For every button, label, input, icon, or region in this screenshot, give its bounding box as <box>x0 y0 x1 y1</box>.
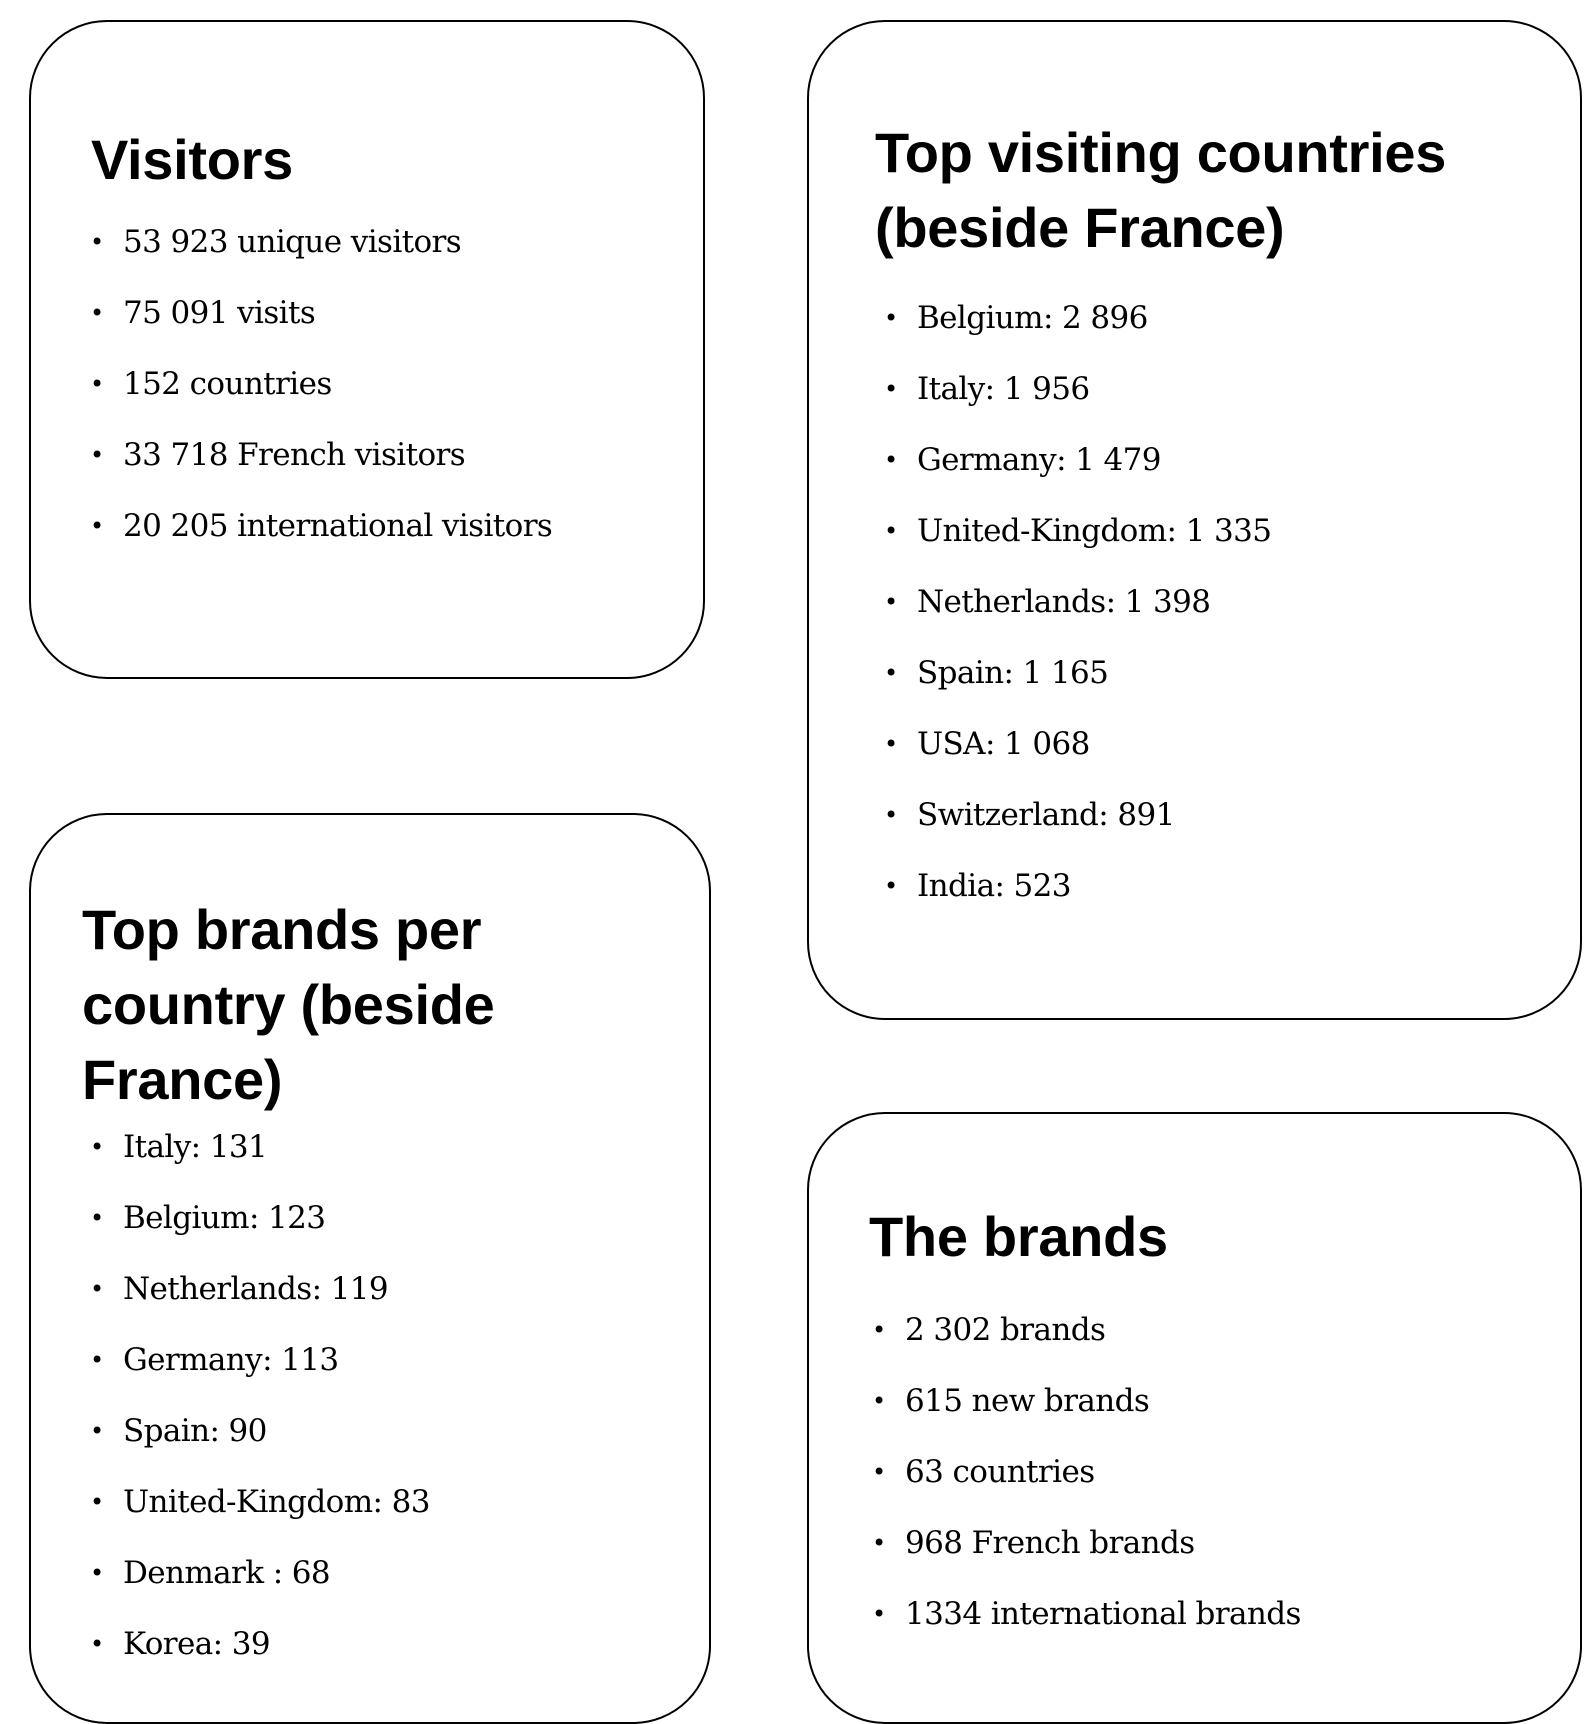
bullet-icon: • <box>884 517 898 545</box>
bullet-icon: • <box>90 1488 104 1516</box>
list-item <box>90 506 553 577</box>
bullet-icon: • <box>90 1133 104 1161</box>
list-item <box>884 511 1272 582</box>
visitors-title: Visitors <box>91 128 293 191</box>
list-item-text: 33 718 French visitors <box>123 437 466 473</box>
visitors-card <box>29 20 705 679</box>
bullet-icon: • <box>90 1346 104 1374</box>
list-item <box>884 653 1271 724</box>
title-line: France) <box>82 1048 283 1111</box>
list-item-text: 75 091 visits <box>123 295 316 331</box>
list-item <box>884 866 1271 937</box>
title-line: country (beside <box>82 973 495 1036</box>
list-item-text: India: 523 <box>917 868 1071 904</box>
bullet-icon: • <box>90 370 104 398</box>
title-line: Top visiting countries <box>875 121 1447 184</box>
list-item-text: 20 205 international visitors <box>123 508 553 544</box>
list-item <box>872 1381 1301 1452</box>
list-item-text: Spain: 1 165 <box>917 655 1109 691</box>
list-item-text: Belgium: 2 896 <box>917 300 1148 336</box>
list-item <box>872 1310 1301 1381</box>
list-item <box>884 724 1271 795</box>
bullet-icon: • <box>884 872 898 900</box>
list-item <box>90 1127 430 1198</box>
list-item <box>884 440 1271 511</box>
list-item <box>884 369 1271 440</box>
bullet-icon: • <box>90 1275 104 1303</box>
bullet-icon: • <box>884 446 898 474</box>
list-item-text: USA: 1 068 <box>917 726 1090 762</box>
top-brands-per-country-card <box>29 813 711 1724</box>
list-item <box>872 1523 1301 1594</box>
list-item <box>90 293 552 364</box>
list-item <box>884 795 1271 866</box>
bullet-icon: • <box>90 299 104 327</box>
list-item-text: 63 countries <box>905 1454 1095 1490</box>
top-visiting-countries-title <box>875 115 1446 265</box>
bullet-icon: • <box>90 1559 104 1587</box>
list-item <box>872 1452 1301 1523</box>
list-item-text: 152 countries <box>123 366 332 402</box>
list-item <box>90 364 552 435</box>
list-item <box>90 1411 430 1482</box>
bullet-icon: • <box>90 1204 104 1232</box>
the-brands-card <box>807 1112 1582 1724</box>
the-brands-list <box>872 1310 1301 1665</box>
bullet-icon: • <box>90 512 104 540</box>
list-item <box>90 1198 430 1269</box>
list-item <box>90 1624 430 1695</box>
list-item <box>90 435 552 506</box>
top-visiting-countries-list <box>884 298 1272 937</box>
top-visiting-countries-card <box>807 20 1582 1020</box>
the-brands-title: The brands <box>869 1205 1168 1268</box>
bullet-icon: • <box>872 1458 886 1486</box>
list-item <box>90 222 552 293</box>
list-item-text: Spain: 90 <box>123 1413 267 1449</box>
list-item-text: Italy: 1 956 <box>917 371 1090 407</box>
list-item-text: 53 923 unique visitors <box>123 224 462 260</box>
list-item-text: Switzerland: 891 <box>917 797 1175 833</box>
bullet-icon: • <box>872 1387 886 1415</box>
bullet-icon: • <box>884 801 898 829</box>
title-line: Top brands per <box>82 898 482 961</box>
bullet-icon: • <box>884 659 898 687</box>
list-item <box>884 582 1271 653</box>
list-item <box>872 1594 1301 1665</box>
bullet-icon: • <box>884 375 898 403</box>
list-item-text: United-Kingdom: 83 <box>123 1484 430 1520</box>
list-item-text: Italy: 131 <box>123 1129 268 1165</box>
top-brands-per-country-list <box>90 1127 430 1695</box>
list-item-text: United-Kingdom: 1 335 <box>917 513 1272 549</box>
bullet-icon: • <box>884 304 898 332</box>
list-item-text: 615 new brands <box>905 1383 1150 1419</box>
list-item-text: Germany: 1 479 <box>917 442 1161 478</box>
bullet-icon: • <box>90 1417 104 1445</box>
title-line: (beside France) <box>875 196 1285 259</box>
bullet-icon: • <box>872 1316 886 1344</box>
list-item-text: 1334 international brands <box>905 1596 1301 1632</box>
bullet-icon: • <box>872 1600 886 1628</box>
bullet-icon: • <box>90 1630 104 1658</box>
list-item <box>90 1553 430 1624</box>
list-item-text: Korea: 39 <box>123 1626 270 1662</box>
bullet-icon: • <box>884 588 898 616</box>
list-item <box>884 298 1271 369</box>
list-item-text: 968 French brands <box>905 1525 1195 1561</box>
list-item <box>90 1482 430 1553</box>
list-item-text: Belgium: 123 <box>123 1200 326 1236</box>
bullet-icon: • <box>90 441 104 469</box>
bullet-icon: • <box>90 228 104 256</box>
bullet-icon: • <box>884 730 898 758</box>
list-item-text: Netherlands: 1 398 <box>917 584 1211 620</box>
visitors-list <box>90 222 553 577</box>
list-item <box>90 1269 430 1340</box>
top-brands-per-country-title <box>82 892 494 1117</box>
list-item-text: 2 302 brands <box>905 1312 1106 1348</box>
list-item-text: Germany: 113 <box>123 1342 339 1378</box>
list-item-text: Denmark : 68 <box>123 1555 331 1591</box>
bullet-icon: • <box>872 1529 886 1557</box>
list-item <box>90 1340 430 1411</box>
list-item-text: Netherlands: 119 <box>123 1271 389 1307</box>
